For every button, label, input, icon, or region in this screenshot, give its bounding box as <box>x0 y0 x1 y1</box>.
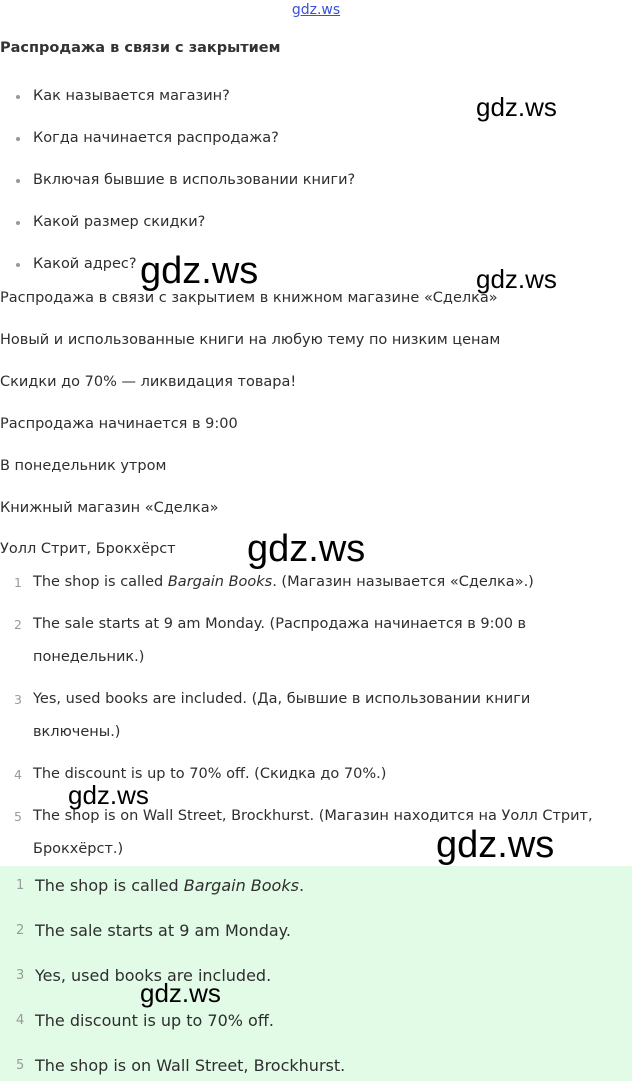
section-heading: Распродажа в связи с закрытием <box>0 40 281 56</box>
site-link[interactable]: gdz.ws <box>291 2 341 18</box>
item-number: 3 <box>14 692 22 707</box>
question-text: Включая бывшие в использовании книги? <box>33 172 356 188</box>
answer-text: The discount is up to 70% off. <box>35 1011 274 1030</box>
question-text: Какой размер скидки? <box>33 214 206 230</box>
answer-text: The shop is on Wall Street, Brockhurst. <box>35 1056 346 1075</box>
ad-line: Книжный магазин «Сделка» <box>0 500 219 516</box>
item-number: 1 <box>14 575 22 590</box>
ad-line: Уолл Стрит, Брокхёрст <box>0 541 176 557</box>
answer-text: The shop is called Bargain Books. (Магазин называется «Сделка».) <box>33 574 534 590</box>
watermark: gdz.ws <box>140 978 221 1008</box>
ad-line: Распродажа в связи с закрытием в книжном магазине «Сделка» <box>0 290 498 306</box>
item-number: 1 <box>16 878 25 893</box>
item-number: 4 <box>16 1013 25 1028</box>
item-number: 2 <box>16 923 25 938</box>
answer-text: Yes, used books are included. (Да, бывшие в использовании книги <box>33 691 531 707</box>
bullet-icon <box>16 263 20 267</box>
watermark: gdz.ws <box>476 92 557 122</box>
watermark: gdz.ws <box>140 250 259 292</box>
question-text: Какой адрес? <box>33 256 137 272</box>
question-text: Как называется магазин? <box>33 88 230 104</box>
bullet-icon <box>16 137 20 141</box>
answer-text: The shop is on Wall Street, Brockhurst. (Магазин находится на Уолл Стрит, <box>33 808 593 824</box>
item-number: 5 <box>16 1058 25 1073</box>
item-number: 4 <box>14 767 22 782</box>
watermark: gdz.ws <box>68 780 149 810</box>
bullet-icon <box>16 221 20 225</box>
item-number: 3 <box>16 968 25 983</box>
watermark: gdz.ws <box>476 264 557 294</box>
item-number: 2 <box>14 617 22 632</box>
bullet-icon <box>16 95 20 99</box>
answer-text: Yes, used books are included. <box>35 966 272 985</box>
watermark: gdz.ws <box>247 528 366 570</box>
answer-text: The discount is up to 70% off. (Скидка до 70%.) <box>33 766 387 782</box>
question-text: Когда начинается распродажа? <box>33 130 279 146</box>
answer-text-continuation: понедельник.) <box>33 649 145 665</box>
answer-text: The sale starts at 9 am Monday. (Распродажа начинается в 9:00 в <box>33 616 527 632</box>
answer-text-continuation: Брокхёрст.) <box>33 841 124 857</box>
answer-text: The sale starts at 9 am Monday. <box>35 921 291 940</box>
answer-text: The shop is called Bargain Books. <box>35 876 305 895</box>
answer-box <box>0 866 632 1081</box>
item-number: 5 <box>14 809 22 824</box>
watermark: gdz.ws <box>436 824 555 866</box>
bullet-icon <box>16 179 20 183</box>
ad-line: Распродажа начинается в 9:00 <box>0 416 238 432</box>
ad-line: Скидки до 70% — ликвидация товара! <box>0 374 297 390</box>
answer-text-continuation: включены.) <box>33 724 121 740</box>
ad-line: В понедельник утром <box>0 458 167 474</box>
ad-line: Новый и использованные книги на любую тему по низким ценам <box>0 332 501 348</box>
